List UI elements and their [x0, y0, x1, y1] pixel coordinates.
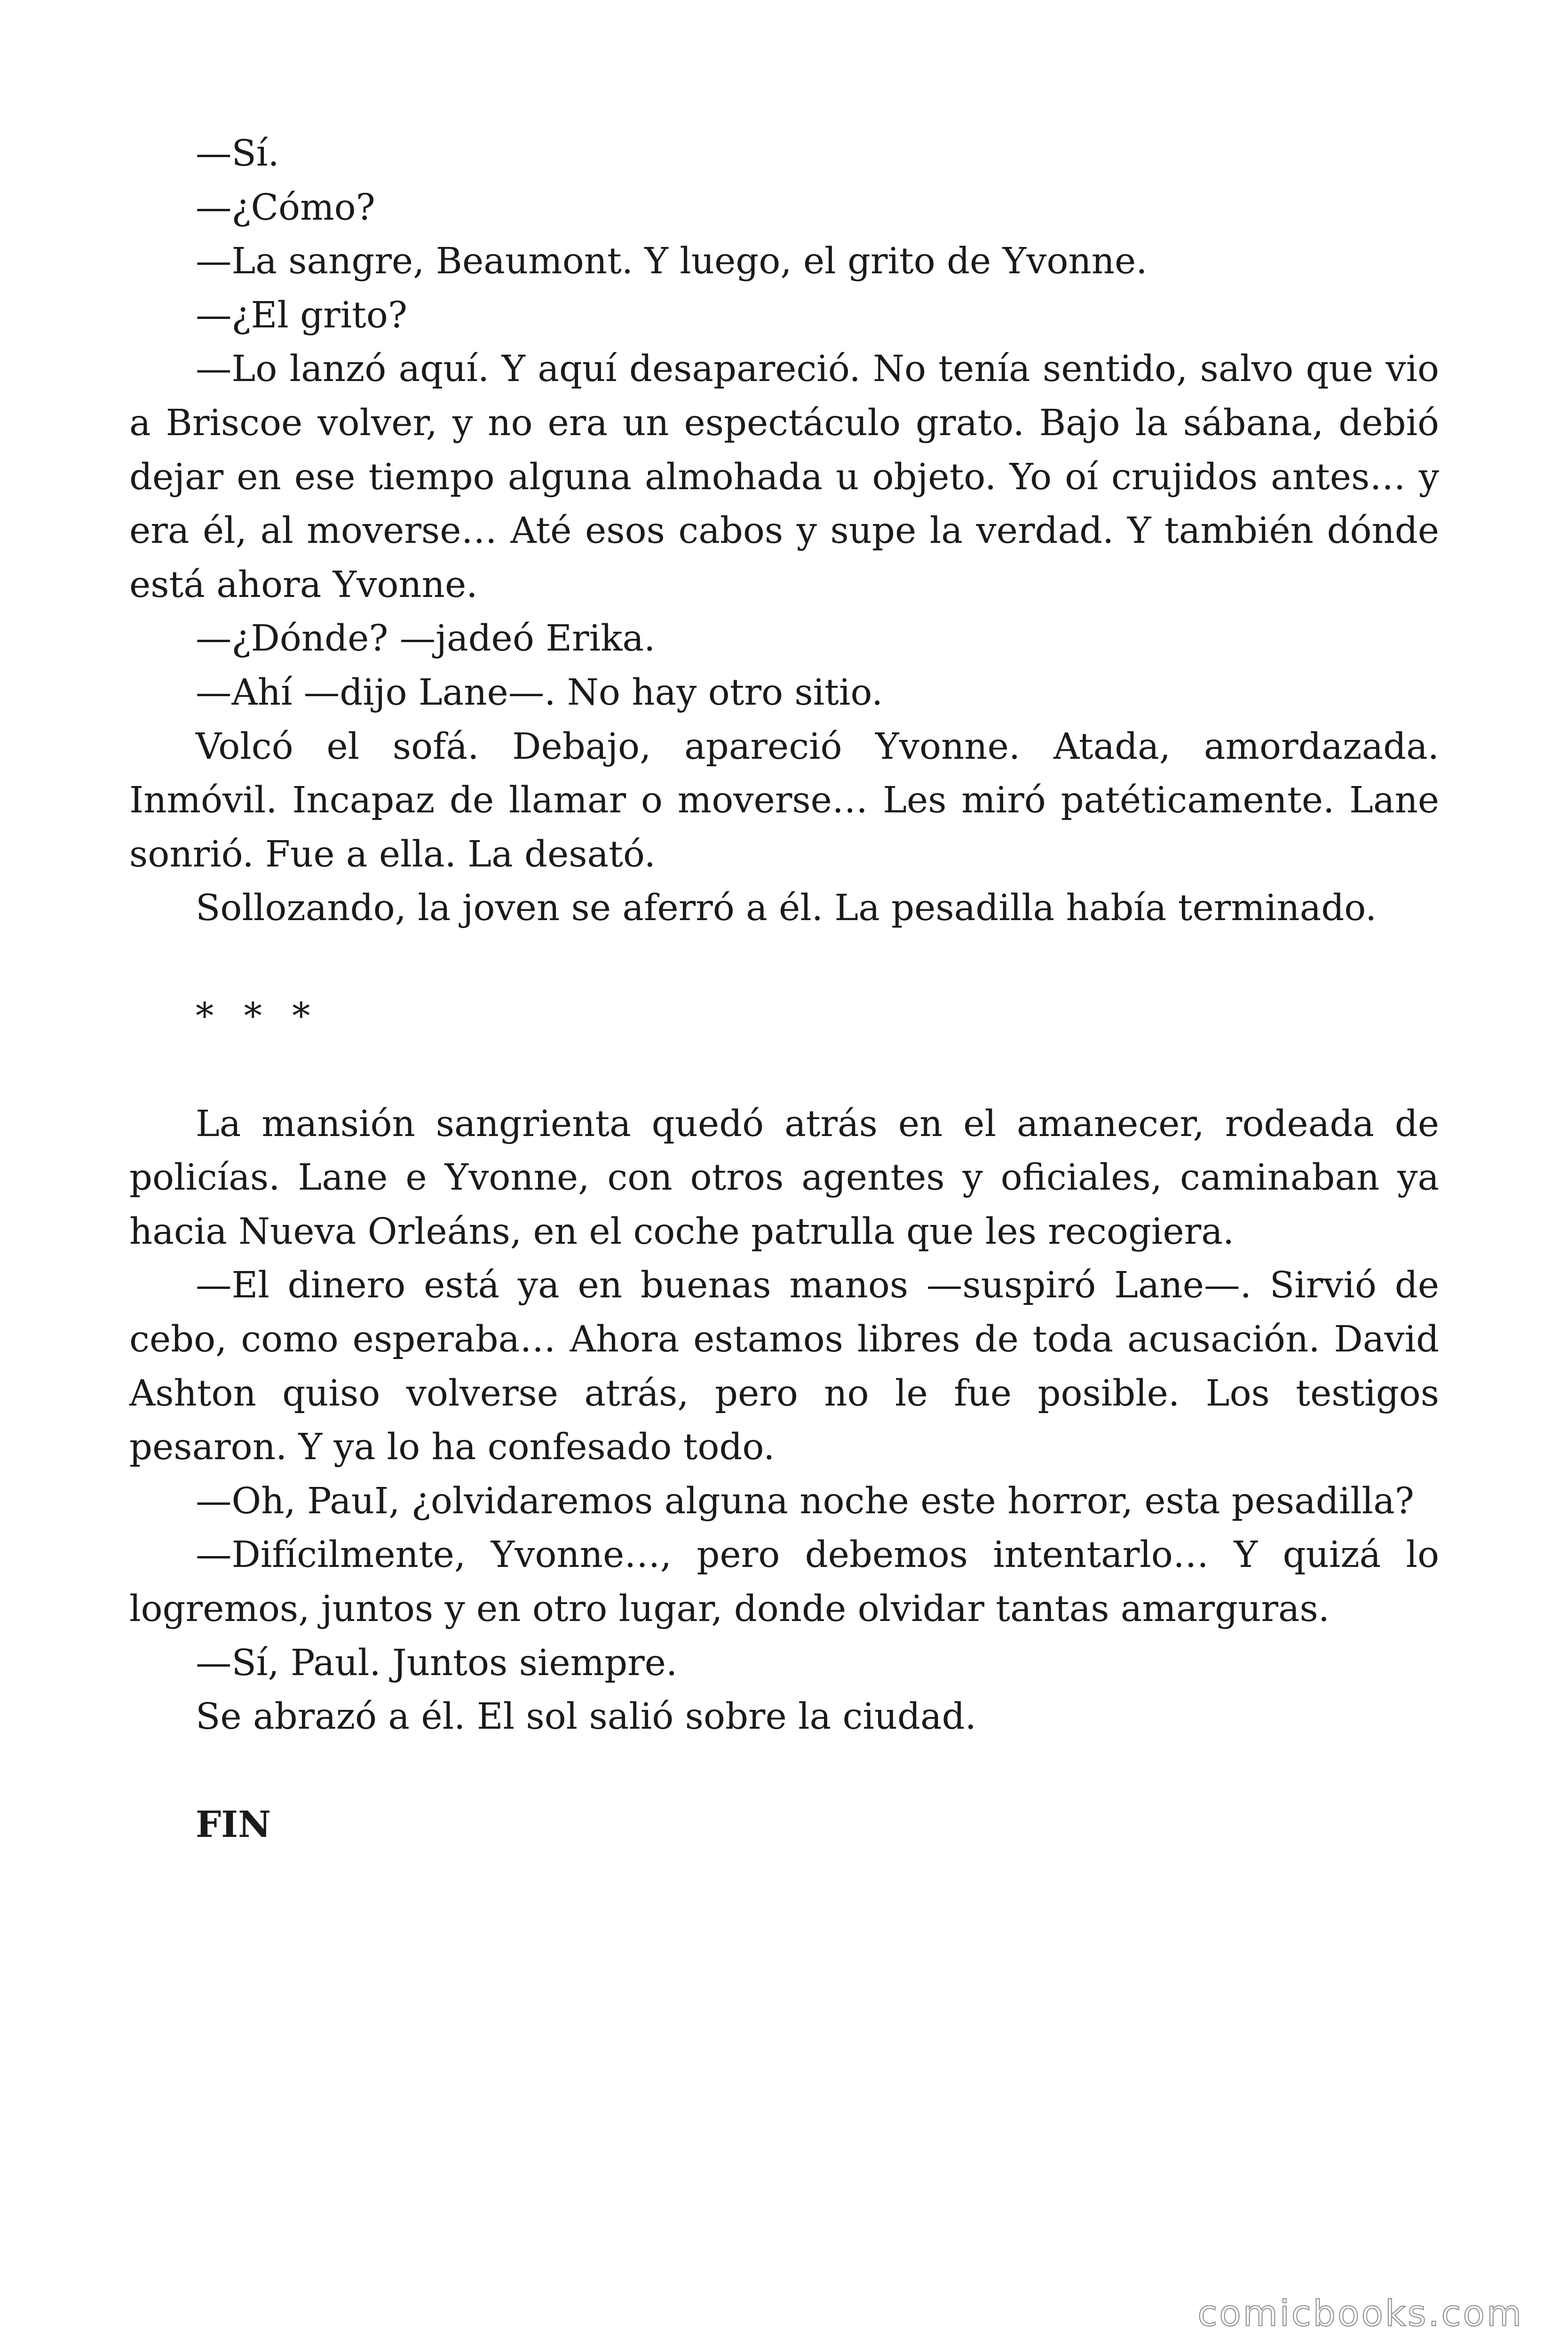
paragraph: —El dinero está ya en buenas manos —suspiró Lane—. Sirvió de cebo, como esperaba… Ahora estamos libres de toda acusación. David Ashton quiso volverse atrás, pero no le fue posible. Los testigos pesaron. Y ya lo ha confesado todo.: [129, 1264, 1439, 1469]
paragraph: —Oh, PauI, ¿olvidaremos alguna noche este horror, esta pesadilla?: [196, 1480, 1414, 1522]
paragraph: —¿Dónde? —jadeó Erika.: [196, 618, 656, 660]
paragraph: —¿El grito?: [196, 294, 407, 336]
spacer: [129, 1744, 1439, 1798]
paragraph: —Lo lanzó aquí. Y aquí desapareció. No tenía sentido, salvo que vio a Briscoe volver, y no era un espectáculo grato. Bajo la sábana, debió dejar en ese tiempo alguna almohada u objeto. Yo oí crujidos antes… y era él, al moverse… Até esos cabos y supe la verdad. Y también dónde está ahora Yvonne.: [129, 348, 1439, 606]
book-page: [129, 127, 1439, 1852]
paragraph: Se abrazó a él. El sol salió sobre la ciudad.: [196, 1696, 976, 1738]
paragraph: —Difícilmente, Yvonne…, pero debemos intentarlo… Y quizá lo logremos, juntos y en otro lugar, donde olvidar tantas amarguras.: [129, 1534, 1439, 1630]
section-break: * * *: [196, 995, 320, 1037]
paragraph: La mansión sangrienta quedó atrás en el amanecer, rodeada de policías. Lane e Yvonne, con otros agentes y oficiales, caminaban ya hacia Nueva Orleáns, en el coche patrulla que les recogiera.: [129, 1103, 1439, 1253]
paragraph: —La sangre, Beaumont. Y luego, el grito de Yvonne.: [196, 240, 1148, 283]
end-label: FIN: [196, 1804, 271, 1846]
paragraph: —¿Cómo?: [196, 186, 375, 229]
paragraph: Sollozando, la joven se aferró a él. La pesadilla había terminado.: [196, 887, 1377, 930]
paragraph: —Sí.: [196, 133, 279, 175]
paragraph: Volcó el sofá. Debajo, apareció Yvonne. Atada, amordazada. Inmóvil. Incapaz de llamar o moverse… Les miró patéticamente. Lane sonrió. Fue a ella. La desató.: [129, 725, 1439, 875]
paragraph: —Ahí —dijo Lane—. No hay otro sitio.: [196, 671, 883, 714]
watermark: comicbooks.com: [1197, 2292, 1523, 2334]
paragraph: —Sí, Paul. Juntos siempre.: [196, 1642, 678, 1684]
